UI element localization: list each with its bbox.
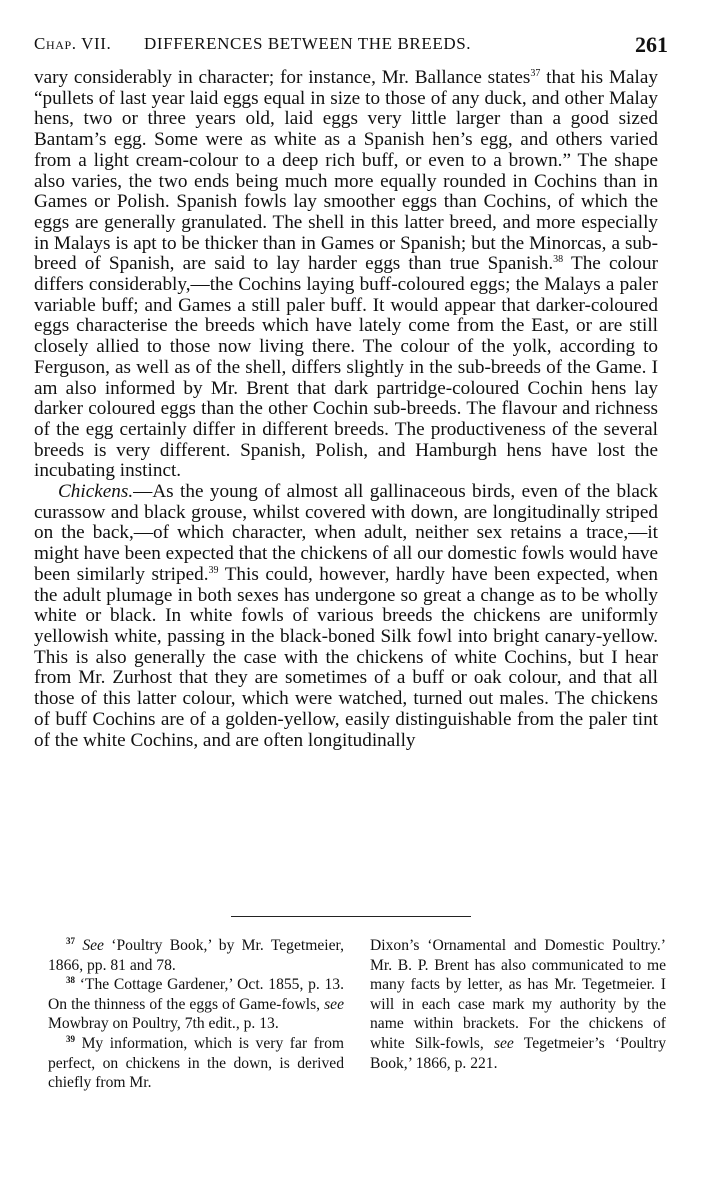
footnote-38: [48, 975, 344, 1034]
footnote-text: ‘The Cottage Gardener,’ Oct. 1855, p. 13. On the thinness of the eggs of Game-fowls,: [48, 976, 344, 1013]
text-run: that his Malay “pullets of last year laid eggs equal in size to those of any duck, and other Malay hens, two or three years old, laid eggs very little larger than a good sized Bantam’s egg. Some were as white as a Spanish hen’s egg, and others varied from a light cream-colour to a deep rich buff, or even to a brown.” The shape also varies, the two ends being much more equally rounded in Cochins than in Games or Polish. Spanish fowls lay smoother eggs than Cochins, of which the eggs are generally granulated. The shell in this latter breed, and more especially in Malays is apt to be thicker than in Games or Spanish; but the Minorcas, a sub-breed of Spanish, are said to lay harder eggs than true Spanish.: [34, 67, 658, 275]
footnote-text: ‘Poultry Book,’ by Mr. Tegetmeier, 1866, pp. 81 and 78.: [48, 937, 344, 974]
text-run: This could, however, hardly have been expected, when the adult plumage in both sexes has undergone so great a change as to be wholly white or black. In white fowls of various breeds the chickens are uniformly yellowish white, passing in the black-boned Silk fowl into bright canary-yellow. This is also generally the case with the chickens of white Cochins, but I hear from Mr. Zurhost that they are sometimes of a buff or oak colour, and that all those of this latter colour, which were watched, turned out males. The chickens of buff Cochins are of a golden-yellow, easily distinguishable from the paler tint of the white Cochins, and are often longitudinally: [34, 563, 658, 751]
footnote-37: [48, 936, 344, 975]
section-heading-chickens: Chickens.: [58, 481, 134, 503]
footnote-number: 39: [66, 1033, 75, 1044]
running-header: [34, 32, 668, 60]
footnotes-left-column: [48, 936, 344, 1093]
footnote-39-continued: [370, 936, 666, 1073]
italic-see: see: [493, 1034, 514, 1052]
footnotes-right-column: [370, 936, 666, 1073]
footnote-ref-39: 39: [208, 564, 219, 576]
footnote-text: Tegetmeier’s ‘Poultry Book,’ 1866, p. 221.: [370, 1034, 666, 1072]
footnote-ref-37: 37: [530, 68, 541, 79]
chapter-label: Chap. VII.: [34, 34, 112, 53]
paragraph-chickens: [34, 482, 658, 751]
running-title: DIFFERENCES BETWEEN THE BREEDS.: [144, 34, 472, 53]
footnote-text: Mowbray on Poultry, 7th edit., p. 13.: [48, 1015, 279, 1033]
footnote-ref-38: 38: [553, 254, 564, 266]
text-run: The colour differs considerably,—the Cochins laying buff-coloured eggs; the Malays a paler variable buff; and Games a still paler buff. It would appear that darker-coloured eggs characterise the breeds which have lately come from the East, or are still closely allied to those now living there. The colour of the yolk, according to Ferguson, as well as of the shell, differs slightly in the sub-breeds of the Game. I am also informed by Mr. Brent that dark partridge-coloured Cochin hens lay darker coloured eggs than the other Cochin sub-breeds. The flavour and richness of the egg certainly differ in different breeds. The productiveness of the several breeds is very different. Spanish, Polish, and Hamburgh hens have lost the incubating instinct.: [34, 253, 658, 482]
page-number: 261: [635, 32, 668, 57]
main-text: [34, 68, 658, 751]
footnote-text: Dixon’s ‘Ornamental and Domestic Poultry.’ Mr. B. P. Brent has also communicated to me many facts by letter, as has Mr. Tegetmeier. I will in each case mark my authority by the name within brackets. For the chickens of white Silk-fowls,: [370, 937, 666, 1052]
footnote-text: My information, which is very far from perfect, on chickens in the down, is derived chiefly from Mr.: [48, 1034, 344, 1092]
text-run: vary considerably in character; for instance, Mr. Ballance states: [34, 67, 531, 88]
paragraph-eggs: [34, 68, 658, 482]
footnote-39: [48, 1034, 344, 1093]
italic-see: see: [324, 995, 344, 1013]
footnote-divider: [231, 916, 471, 917]
footnote-number: 38: [66, 975, 75, 986]
text-run: —As the young of almost all gallinaceous birds, even of the black curassow and black grouse, whilst covered with down, are longitudinally striped on the back,—of which character, when adult, neither sex retains a trace,—it might have been expected that the chickens of all our domestic fowls would have been similarly striped.: [34, 481, 658, 585]
footnote-number: 37: [66, 936, 75, 946]
italic-see: See: [82, 937, 104, 954]
